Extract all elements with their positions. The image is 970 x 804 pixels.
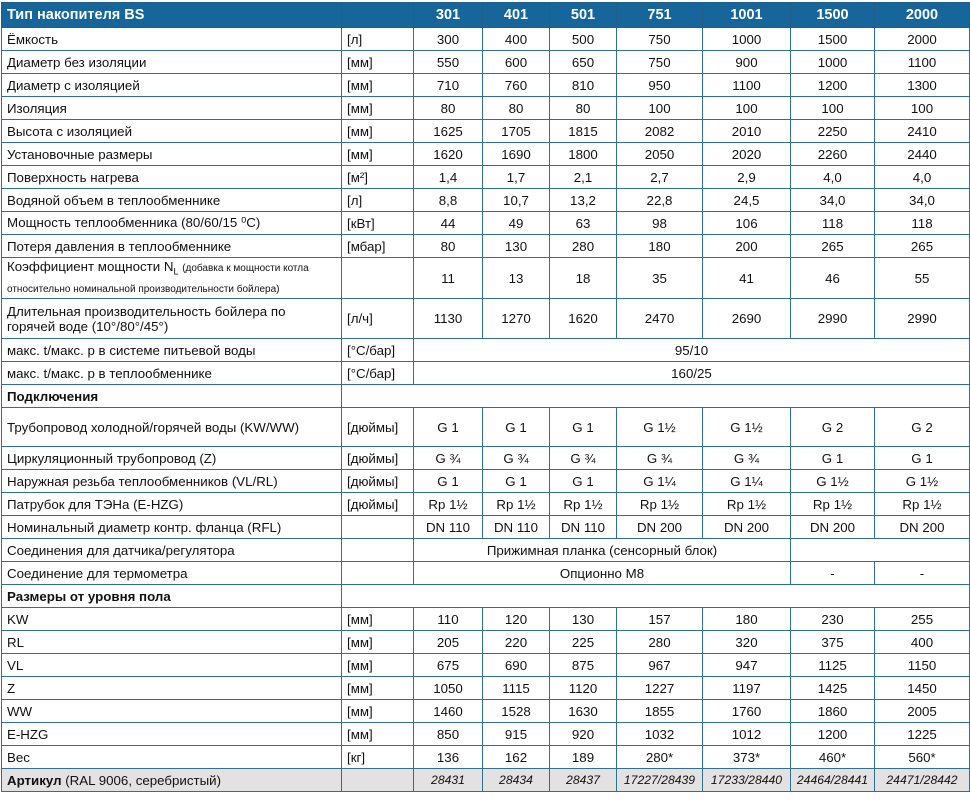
value-cell: 1815	[550, 120, 617, 143]
value-cell: 1760	[703, 700, 791, 723]
value-cell: 200	[703, 235, 791, 258]
article-row	[2, 769, 970, 792]
row-unit: [л/ч]	[342, 299, 414, 339]
row-unit: [л]	[342, 189, 414, 212]
row-unit: [мм]	[342, 51, 414, 74]
value-cell: G 1	[483, 408, 550, 447]
value-cell: 2,9	[703, 166, 791, 189]
value-cell: G 1	[414, 470, 483, 493]
value-cell: 373*	[703, 746, 791, 769]
value-cell: 41	[703, 258, 791, 299]
table-row	[2, 516, 970, 539]
coef-label-sub: L	[173, 266, 179, 277]
value-cell: 2,7	[617, 166, 703, 189]
row-label: Вес	[2, 746, 342, 769]
value-cell: DN 110	[414, 516, 483, 539]
coef-label	[2, 258, 342, 299]
value-cell: 44	[414, 212, 483, 235]
value-cell: DN 110	[550, 516, 617, 539]
value-cell: G ¾	[550, 447, 617, 470]
value-cell: G 1½	[791, 470, 875, 493]
value-cell: 1450	[875, 677, 970, 700]
value-cell: 189	[550, 746, 617, 769]
table-row	[2, 493, 970, 516]
model-header: 301	[414, 3, 483, 28]
value-cell: 400	[875, 631, 970, 654]
value-cell: 18	[550, 258, 617, 299]
row-unit	[342, 539, 414, 562]
value-cell: 1620	[414, 143, 483, 166]
value-cell: 750	[617, 28, 703, 51]
value-cell: 255	[875, 608, 970, 631]
model-header: 2000	[875, 3, 970, 28]
value-cell: 1300	[875, 74, 970, 97]
value-cell: 225	[550, 631, 617, 654]
value-cell: 10,7	[483, 189, 550, 212]
value-cell: 2690	[703, 299, 791, 339]
value-cell: 136	[414, 746, 483, 769]
value-cell: 915	[483, 723, 550, 746]
value-merged: Опционно M8	[414, 562, 791, 585]
value-cell: 34,0	[875, 189, 970, 212]
value-cell: 230	[791, 608, 875, 631]
value-cell: 1000	[791, 51, 875, 74]
value-cell: 28437	[550, 769, 617, 792]
perf-row	[2, 299, 970, 339]
value-cell: 80	[550, 97, 617, 120]
row-label: Высота с изоляцией	[2, 120, 342, 143]
value-cell: 1855	[617, 700, 703, 723]
value-cell: 2250	[791, 120, 875, 143]
row-label: Соединения для датчика/регулятора	[2, 539, 342, 562]
value-merged: 160/25	[414, 362, 970, 385]
row-unit: [мм]	[342, 654, 414, 677]
table-title: Тип накопителя BS	[2, 3, 342, 28]
model-header: 751	[617, 3, 703, 28]
value-cell: 947	[703, 654, 791, 677]
section-filler	[342, 585, 970, 608]
table-row	[2, 608, 970, 631]
header-row	[2, 3, 970, 28]
value-cell: G 1½	[617, 408, 703, 447]
value-cell: 118	[875, 212, 970, 235]
row-unit: [мм]	[342, 608, 414, 631]
table-row	[2, 212, 970, 235]
row-unit: [дюймы]	[342, 408, 414, 447]
perf-label	[2, 299, 342, 339]
value-cell: 63	[550, 212, 617, 235]
row-unit: [мм]	[342, 74, 414, 97]
row-unit	[342, 562, 414, 585]
value-cell: 106	[703, 212, 791, 235]
value-cell: 1425	[791, 677, 875, 700]
value-cell: 967	[617, 654, 703, 677]
table-row	[2, 97, 970, 120]
value-cell: 2440	[875, 143, 970, 166]
value-cell: G 1¼	[703, 470, 791, 493]
value-cell: G 1½	[703, 408, 791, 447]
row-unit: [мм]	[342, 631, 414, 654]
row-label: WW	[2, 700, 342, 723]
row-label: Диаметр с изоляцией	[2, 74, 342, 97]
value-cell: DN 110	[483, 516, 550, 539]
model-header: 1001	[703, 3, 791, 28]
row-unit: [мм]	[342, 120, 414, 143]
value-merged: Прижимная планка (сенсорный блок)	[414, 539, 791, 562]
value-cell: 2000	[875, 28, 970, 51]
value-cell: 28434	[483, 769, 550, 792]
value-cell: 130	[483, 235, 550, 258]
value-cell: 1270	[483, 299, 550, 339]
table-row	[2, 700, 970, 723]
row-unit: [мбар]	[342, 235, 414, 258]
value-cell: 24,5	[703, 189, 791, 212]
value-cell: 205	[414, 631, 483, 654]
value-cell: 98	[617, 212, 703, 235]
value-cell: 1200	[791, 74, 875, 97]
value-cell: 280	[550, 235, 617, 258]
value-cell: 24464/28441	[791, 769, 875, 792]
value-cell: 2410	[875, 120, 970, 143]
value-cell: G 1¼	[617, 470, 703, 493]
section-title: Размеры от уровня пола	[2, 585, 342, 608]
row-label: Ёмкость	[2, 28, 342, 51]
value-cell: 2020	[703, 143, 791, 166]
value-cell: 80	[483, 97, 550, 120]
coef-label-note-2: относительно номинальной производительности бойлера)	[7, 283, 280, 295]
value-cell: Rp 1½	[791, 493, 875, 516]
value-cell: 13	[483, 258, 550, 299]
value-cell: 2470	[617, 299, 703, 339]
value-cell: 265	[791, 235, 875, 258]
value-cell: 280	[617, 631, 703, 654]
section-floor	[2, 585, 970, 608]
value-cell: G ¾	[617, 447, 703, 470]
value-cell: -	[791, 562, 875, 585]
value-cell: 100	[617, 97, 703, 120]
value-cell: 1125	[791, 654, 875, 677]
row-unit: [°C/бар]	[342, 362, 414, 385]
value-cell: 46	[791, 258, 875, 299]
row-label: Трубопровод холодной/горячей воды (KW/WW)	[2, 408, 342, 447]
row-unit	[342, 516, 414, 539]
value-cell: G 1	[414, 408, 483, 447]
table-row	[2, 447, 970, 470]
row-label: Соединение для термометра	[2, 562, 342, 585]
value-cell: 1690	[483, 143, 550, 166]
table-row	[2, 631, 970, 654]
value-cell: 1227	[617, 677, 703, 700]
perf-label-line2: горячей воде (10°/80°/45°)	[7, 318, 169, 334]
table-row	[2, 166, 970, 189]
max-row	[2, 339, 970, 362]
value-cell: 80	[414, 235, 483, 258]
value-cell: 1225	[875, 723, 970, 746]
value-cell: 110	[414, 608, 483, 631]
value-cell: Rp 1½	[617, 493, 703, 516]
table-row	[2, 51, 970, 74]
row-unit: [л]	[342, 28, 414, 51]
model-header: 401	[483, 3, 550, 28]
row-label: Диаметр без изоляции	[2, 51, 342, 74]
value-merged: 95/10	[414, 339, 970, 362]
value-cell: G 2	[875, 408, 970, 447]
table-row	[2, 746, 970, 769]
article-label-bold: Артикул	[7, 772, 62, 788]
value-cell: 1120	[550, 677, 617, 700]
value-cell: 157	[617, 608, 703, 631]
row-unit: [мм]	[342, 723, 414, 746]
value-cell: 162	[483, 746, 550, 769]
value-cell: 1,4	[414, 166, 483, 189]
row-label: Изоляция	[2, 97, 342, 120]
value-cell: 100	[791, 97, 875, 120]
value-cell: 1012	[703, 723, 791, 746]
value-cell: 1100	[703, 74, 791, 97]
row-label: Поверхность нагрева	[2, 166, 342, 189]
header-unit-cell	[342, 3, 414, 28]
value-cell: 950	[617, 74, 703, 97]
row-unit	[342, 258, 414, 299]
row-unit: [мм]	[342, 143, 414, 166]
spec-table	[1, 2, 970, 792]
value-cell: -	[875, 562, 970, 585]
value-cell: 4,0	[875, 166, 970, 189]
value-cell: 1500	[791, 28, 875, 51]
table-row	[2, 470, 970, 493]
row-unit: [дюймы]	[342, 493, 414, 516]
value-cell: 1130	[414, 299, 483, 339]
value-cell: 1000	[703, 28, 791, 51]
section-title: Подключения	[2, 385, 342, 408]
value-cell: 2050	[617, 143, 703, 166]
value-cell: 690	[483, 654, 550, 677]
spec-table-body	[2, 3, 970, 792]
row-label: E-HZG	[2, 723, 342, 746]
value-cell: 760	[483, 74, 550, 97]
value-cell: 35	[617, 258, 703, 299]
section-connections	[2, 385, 970, 408]
value-cell: 2,1	[550, 166, 617, 189]
coef-row	[2, 258, 970, 299]
value-cell: 2082	[617, 120, 703, 143]
value-cell: 28431	[414, 769, 483, 792]
value-cell: 100	[703, 97, 791, 120]
row-unit: [дюймы]	[342, 470, 414, 493]
value-cell: 500	[550, 28, 617, 51]
perf-label-line1: Длительная производительность бойлера по	[7, 303, 286, 319]
value-cell: 120	[483, 608, 550, 631]
value-cell: 750	[617, 51, 703, 74]
row-unit: [мм]	[342, 677, 414, 700]
value-cell: 460*	[791, 746, 875, 769]
value-cell: G 2	[791, 408, 875, 447]
value-cell: 220	[483, 631, 550, 654]
table-row	[2, 408, 970, 447]
row-label: макс. t/макс. p в теплообменнике	[2, 362, 342, 385]
row-label: VL	[2, 654, 342, 677]
value-cell: Rp 1½	[875, 493, 970, 516]
value-cell: 810	[550, 74, 617, 97]
value-cell: 920	[550, 723, 617, 746]
row-unit: [мм]	[342, 700, 414, 723]
table-row	[2, 189, 970, 212]
value-cell: Rp 1½	[414, 493, 483, 516]
value-cell: 1150	[875, 654, 970, 677]
value-cell: Rp 1½	[550, 493, 617, 516]
value-cell: 34,0	[791, 189, 875, 212]
row-label: Установочные размеры	[2, 143, 342, 166]
value-cell: 11	[414, 258, 483, 299]
value-cell: 180	[617, 235, 703, 258]
value-cell: 1625	[414, 120, 483, 143]
value-cell: 49	[483, 212, 550, 235]
table-row	[2, 235, 970, 258]
value-cell: 13,2	[550, 189, 617, 212]
value-cell: 400	[483, 28, 550, 51]
value-cell: 1100	[875, 51, 970, 74]
value-cell: 2005	[875, 700, 970, 723]
value-cell: G 1	[550, 470, 617, 493]
row-label: Водяной объем в теплообменнике	[2, 189, 342, 212]
thermo-row	[2, 562, 970, 585]
value-cell: 100	[875, 97, 970, 120]
value-cell: 1200	[791, 723, 875, 746]
value-cell: 1115	[483, 677, 550, 700]
value-cell: G 1½	[875, 470, 970, 493]
value-cell: Rp 1½	[483, 493, 550, 516]
value-cell: G ¾	[414, 447, 483, 470]
table-row	[2, 723, 970, 746]
row-label: Номинальный диаметр контр. фланца (RFL)	[2, 516, 342, 539]
row-label: Мощность теплообменника (80/60/15 ⁰C)	[2, 212, 342, 235]
value-cell: G 1	[483, 470, 550, 493]
row-unit: [кВт]	[342, 212, 414, 235]
value-cell: G ¾	[703, 447, 791, 470]
value-cell: 1460	[414, 700, 483, 723]
value-cell: 1050	[414, 677, 483, 700]
row-unit: [мм]	[342, 97, 414, 120]
value-cell: 300	[414, 28, 483, 51]
row-label: макс. t/макс. p в системе питьевой воды	[2, 339, 342, 362]
value-cell: 1,7	[483, 166, 550, 189]
row-unit: [м²]	[342, 166, 414, 189]
model-header: 1500	[791, 3, 875, 28]
value-cell: Rp 1½	[703, 493, 791, 516]
row-label: KW	[2, 608, 342, 631]
row-unit: [кг]	[342, 746, 414, 769]
value-cell: 118	[791, 212, 875, 235]
table-row	[2, 143, 970, 166]
value-cell: 2990	[875, 299, 970, 339]
section-filler	[342, 385, 970, 408]
value-cell: G 1	[550, 408, 617, 447]
value-cell: G 1	[875, 447, 970, 470]
value-cell: 875	[550, 654, 617, 677]
article-label-rest: (RAL 9006, серебристый)	[61, 772, 221, 788]
row-unit: [°C/бар]	[342, 339, 414, 362]
value-empty	[791, 539, 970, 562]
value-cell: 1620	[550, 299, 617, 339]
value-cell: 850	[414, 723, 483, 746]
coef-label-main: Коэффициент мощности N	[7, 259, 174, 275]
value-cell: 560*	[875, 746, 970, 769]
value-cell: 650	[550, 51, 617, 74]
row-label: Z	[2, 677, 342, 700]
table-row	[2, 120, 970, 143]
value-cell: 320	[703, 631, 791, 654]
value-cell: 1032	[617, 723, 703, 746]
value-cell: 675	[414, 654, 483, 677]
row-unit	[342, 769, 414, 792]
value-cell: 4,0	[791, 166, 875, 189]
value-cell: 2990	[791, 299, 875, 339]
value-cell: 1705	[483, 120, 550, 143]
value-cell: 1528	[483, 700, 550, 723]
table-row	[2, 74, 970, 97]
value-cell: 80	[414, 97, 483, 120]
value-cell: 2010	[703, 120, 791, 143]
row-label: RL	[2, 631, 342, 654]
max-row	[2, 362, 970, 385]
value-cell: G 1	[791, 447, 875, 470]
table-row	[2, 654, 970, 677]
value-cell: 17227/28439	[617, 769, 703, 792]
value-cell: G ¾	[483, 447, 550, 470]
value-cell: 1630	[550, 700, 617, 723]
article-label	[2, 769, 342, 792]
value-cell: 600	[483, 51, 550, 74]
value-cell: 900	[703, 51, 791, 74]
value-cell: 550	[414, 51, 483, 74]
coef-label-note-1: (добавка к мощности котла	[182, 263, 309, 275]
value-cell: 1860	[791, 700, 875, 723]
value-cell: 17233/28440	[703, 769, 791, 792]
value-cell: 130	[550, 608, 617, 631]
row-label: Наружная резьба теплообменников (VL/RL)	[2, 470, 342, 493]
row-label: Циркуляционный трубопровод (Z)	[2, 447, 342, 470]
value-cell: DN 200	[703, 516, 791, 539]
row-unit: [дюймы]	[342, 447, 414, 470]
value-cell: 180	[703, 608, 791, 631]
table-row	[2, 677, 970, 700]
sensor-row	[2, 539, 970, 562]
value-cell: 24471/28442	[875, 769, 970, 792]
value-cell: 280*	[617, 746, 703, 769]
model-header: 501	[550, 3, 617, 28]
value-cell: 2260	[791, 143, 875, 166]
row-label: Потеря давления в теплообменнике	[2, 235, 342, 258]
value-cell: 55	[875, 258, 970, 299]
row-label: Патрубок для ТЭНа (E-HZG)	[2, 493, 342, 516]
value-cell: 1197	[703, 677, 791, 700]
value-cell: DN 200	[791, 516, 875, 539]
value-cell: 265	[875, 235, 970, 258]
value-cell: 1800	[550, 143, 617, 166]
value-cell: DN 200	[617, 516, 703, 539]
value-cell: 710	[414, 74, 483, 97]
value-cell: 22,8	[617, 189, 703, 212]
value-cell: DN 200	[875, 516, 970, 539]
value-cell: 375	[791, 631, 875, 654]
value-cell: 8,8	[414, 189, 483, 212]
table-row	[2, 28, 970, 51]
